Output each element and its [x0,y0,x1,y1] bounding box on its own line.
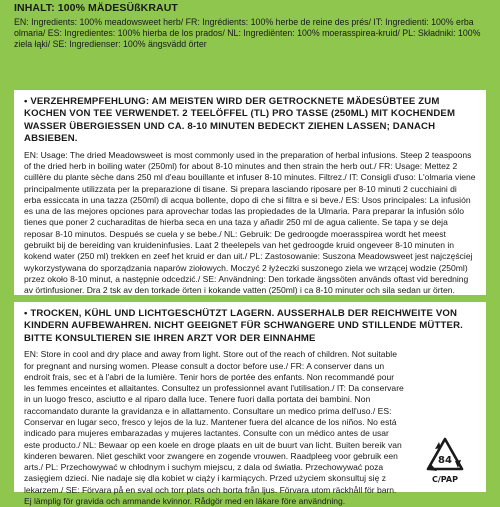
storage-heading: • TROCKEN, KÜHL UND LICHTGESCHÜTZT LAGERN. AUSSERHALB DER REICHWEITE VON KINDERN AUFBEWAHREN. NICHT GEEIGNET FÜR SCHWANGERE UND STILLENDE MÜTTER. BITTE KONSULTIEREN SIE IHREN ARZT VOR DER EINNAHME [24,308,463,344]
storage-panel [14,302,486,507]
storage-text: EN: Store in cool and dry place and away from light. Store out of the reach of children. Not suitable for pregnant and nursing women. Please consult a doctor before use./ FR: A conserver dans un endroit frais, sec et à l'abri de la lumière. Tenir hors de portée des enfants. Non recommandé pour les femmes enceintes et allaitantes. Consultez un professionnel avant l'utilisation./ IT: Da conservare in un luogo fresco, asciutto e al riparo dalla luce. Tenere fuori dalla portata dei bambini. Non raccomandato durante la gravidanza e in allattamento. Consultare un medico prima dell'uso./ ES: Conservar en lugar seco, fresco y lejos de la luz. Mantener fuera del alcance de los niños. No está indicado para mujeres embarazadas y mujeres lactantes. Consulte con un médico antes de usar este producto./ NL: Bewaar op een koele en droge plaats en uit de buurt van licht. Buiten bereik van kinderen bewaren. Niet geschikt voor zwangere en zogende vrouwen. Raadpleeg voor gebruik een arts./ PL: Przechowywać w chłodnym i suchym miejscu, z dala od światła. Przechowywać poza zasięgiem dzieci. Nie nadaje się dla kobiet w ciąży i karmiących. Przed użyciem skonsultuj się z lekarzem./ SE: Förvara på en sval och torr plats och borta från ljus. Förvara utom räckhåll för barn. Ej lämplig för gravida och ammande kvinnor. Rådgör med en läkare före användning. [24,349,404,507]
ingredients-title: INHALT: 100% MÄDESÜßKRAUT [14,2,178,14]
recycling-mark [418,436,472,484]
recycling-number: 84 [438,455,452,466]
usage-heading: • VERZEHREMPFEHLUNG: AM MEISTEN WIRD DER GETROCKNETE MÄDESÜBTEE ZUM KOCHEN VON TEE VERWENDET. 2 TEELÖFFEL (TL) PRO TASSE (250ML) MIT KOCHENDEM WASSER ÜBERGIESSEN UND CA. 8-10 MINUTEN BEDECKT ZIEHEN LASSEN; DANACH ABSIEBEN. [24,96,456,145]
recycling-icon [425,436,465,474]
usage-panel [14,90,486,295]
ingredients-text: EN: Ingredients: 100% meadowsweet herb/ FR: Ingrédients: 100% herbe de reine des prés/ IT: Ingredienti: 100% erba olmaria/ ES: Ingredientes: 100% hierba de los prados/ NL: Ingrediënten: 100% moerasspirea-kruid/ PL: Składniki: 100% ziela łąki/ SE: Ingredienser: 100% ängsvädd örter [14,17,481,50]
recycling-code: C/PAP [432,475,458,484]
usage-text: EN: Usage: The dried Meadowsweet is most commonly used in the preparation of herbal infusions. Steep 2 teaspoons of the dried herb in boiling water (250ml) for about 8-10 minutes and then strain the herb out./ FR: Usage: Mettez 2 cuillère du plante sèche dans 250 ml d'eau bouillante et infuser 8-10 minutes. Filtrez./ IT: Consigli d'uso: L'olmaria viene principalmente utilizzata per la preparazione di tisane. Si prepara lasciando riposare per 8-10 minuti 2 cucchiaini di erba essiccata in una tazza (250ml) di acqua bollente, dopo di che si filtra e si beve./ ES: Usos principales: La infusión es una de las mejores opciones para aprovechar todas las propiedades de la Ulmaria. Para preparar la infusión sólo tienes que poner 2 cucharaditas de hierba seca en una taza y añadir 250 ml de agua caliente. Se tapa y se deja reposar 8-10 minutos. Después se cuela y se bebe./ NL: Gebruik: De gedroogde moerasspirea wordt het meest gebruikt bij de bereiding van kruideninfusies. Laat 2 theelepels van het gedroogde kruid ongeveer 8-10 minuten in kokend water (250 ml) trekken en zeef het kruid er dan uit./ PL: Zastosowanie: Suszona Meadowsweet jest najczęściej wykorzystywana do sporządzania naparów ziołowych. Moczyć 2 łyżeczki suszonego ziela we wrzącej wodzie (250ml) przez około 8-10 minut, a następnie odcedzić./ SE: Användning: Den torkade ängssöten används oftast vid beredning av örtinfusioner. Dra 2 tsk av den torkade örten i kokande vatten (250ml) i ca 8-10 minuter och sila sedan ur örten. [24,149,476,296]
ingredients-section [0,0,500,86]
